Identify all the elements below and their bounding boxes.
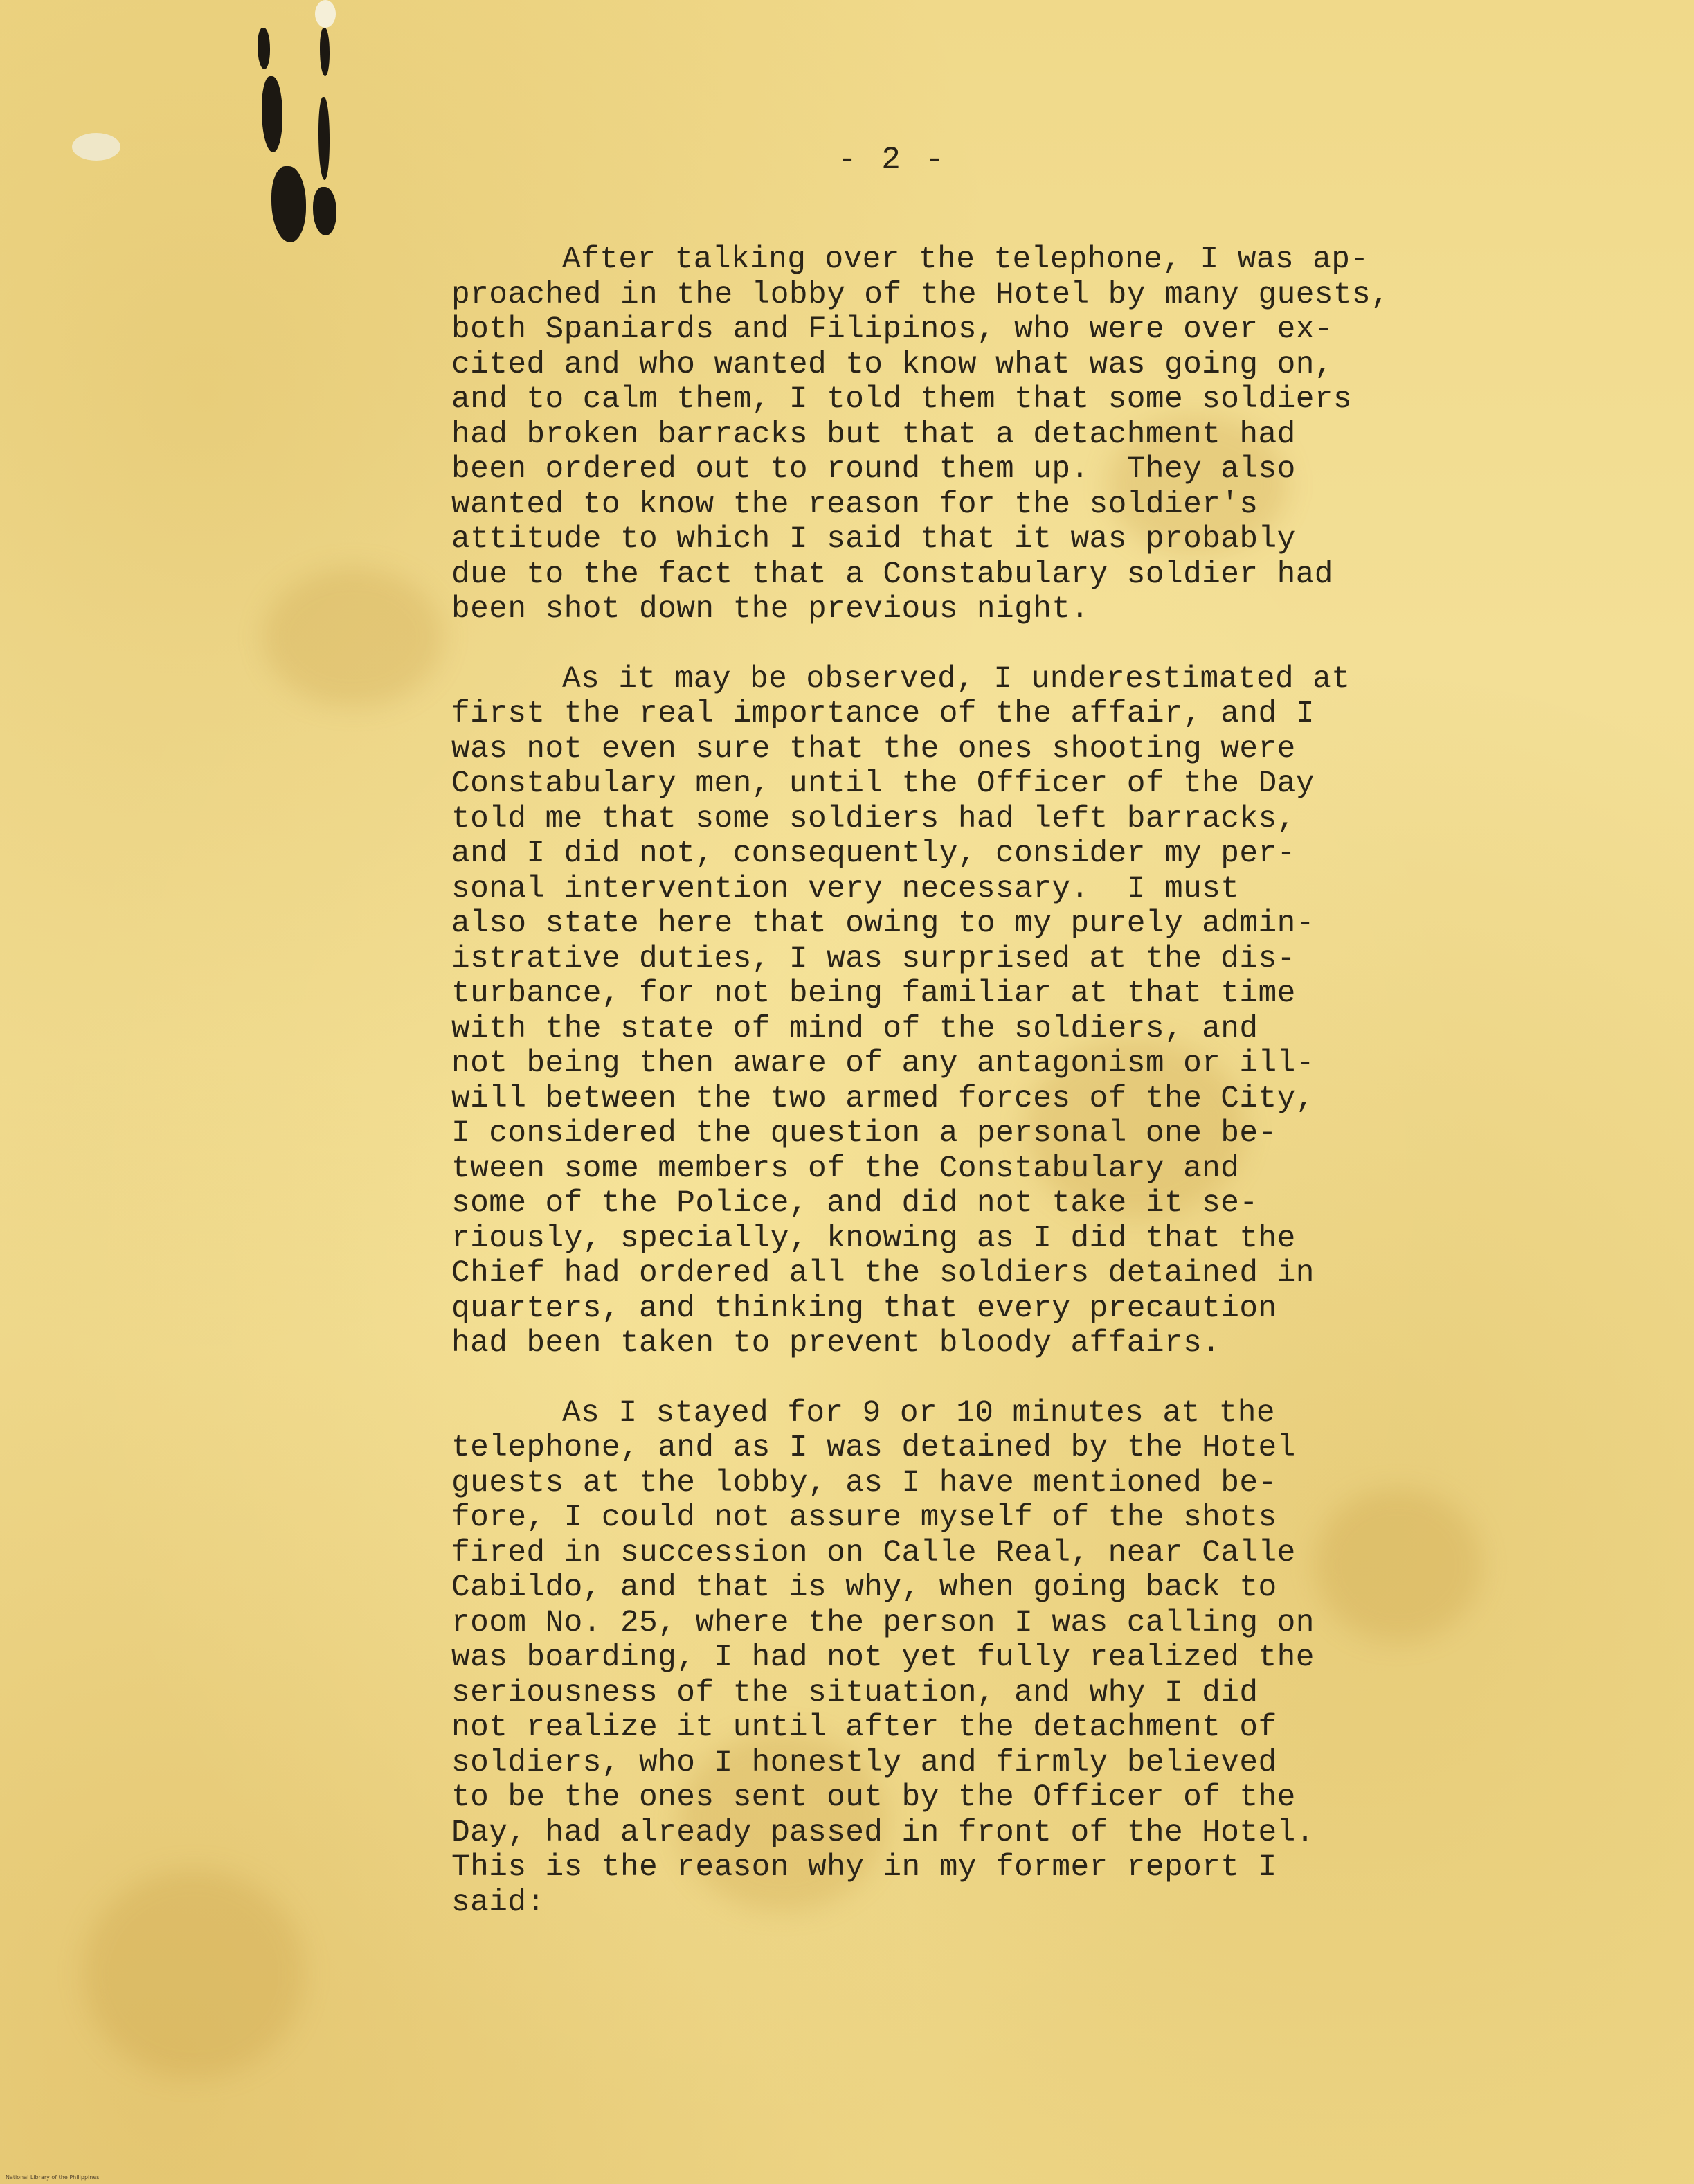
binding-ink-mark: [262, 76, 282, 152]
text-line: been ordered out to round them up. They also: [451, 452, 1296, 487]
binding-ink-mark: [271, 166, 306, 242]
text-line: to be the ones sent out by the Officer of the: [451, 1780, 1296, 1815]
text-line: guests at the lobby, as I have mentioned be-: [451, 1465, 1277, 1501]
text-line: and I did not, consequently, consider my per-: [451, 836, 1296, 871]
text-line: fore, I could not assure myself of the shots: [451, 1501, 1277, 1535]
text-line: been shot down the previous night.: [451, 592, 1090, 627]
text-line: also state here that owing to my purely admin-: [451, 906, 1315, 941]
binding-ink-mark: [258, 28, 270, 69]
text-line: Constabulary men, until the Officer of the Day: [451, 767, 1315, 801]
document-body: [451, 242, 1531, 1955]
paragraph: [451, 662, 1531, 1361]
binding-ink-mark: [318, 97, 330, 180]
text-line: tween some members of the Constabulary and: [451, 1151, 1240, 1186]
text-line: cited and who wanted to know what was going on,: [451, 347, 1333, 382]
text-line: will between the two armed forces of the City,: [451, 1081, 1315, 1116]
text-line: Day, had already passed in front of the Hotel.: [451, 1815, 1315, 1850]
text-line: istrative duties, I was surprised at the dis-: [451, 941, 1296, 976]
text-line: As it may be observed, I underestimated at: [562, 661, 1351, 697]
archive-footer: National Library of the Philippines: [6, 2174, 100, 2181]
text-line: told me that some soldiers had left barracks,: [451, 801, 1296, 836]
text-line: some of the Police, and did not take it se-: [451, 1186, 1259, 1221]
text-line: said:: [451, 1885, 546, 1920]
text-line: Cabildo, and that is why, when going back to: [451, 1570, 1277, 1605]
text-line: telephone, and as I was detained by the Hotel: [451, 1431, 1296, 1465]
text-line: soldiers, who I honestly and firmly believed: [451, 1745, 1277, 1780]
text-line: not being then aware of any antagonism or ill-: [451, 1046, 1315, 1081]
text-line: had broken barracks but that a detachment had: [451, 417, 1296, 452]
text-line: both Spaniards and Filipinos, who were over ex-: [451, 312, 1333, 347]
text-line: was boarding, I had not yet fully realized the: [451, 1640, 1315, 1675]
text-line: and to calm them, I told them that some soldiers: [451, 382, 1353, 417]
text-line: seriousness of the situation, and why I did: [451, 1675, 1259, 1710]
text-line: sonal intervention very necessary. I must: [451, 871, 1240, 906]
binding-ink-mark: [313, 187, 336, 235]
text-line: attitude to which I said that it was probably: [451, 522, 1296, 557]
text-line: due to the fact that a Constabulary soldier had: [451, 557, 1333, 592]
paper-tear: [72, 133, 120, 161]
text-line: wanted to know the reason for the soldier's: [451, 487, 1259, 522]
text-line: not realize it until after the detachment of: [451, 1710, 1277, 1745]
paper-stain: [263, 568, 443, 706]
text-line: proached in the lobby of the Hotel by many guests,: [451, 277, 1390, 312]
text-line: with the state of mind of the soldiers, and: [451, 1011, 1259, 1046]
paper-tear: [315, 0, 336, 28]
binding-ink-mark: [320, 28, 330, 76]
paragraph: [451, 1396, 1531, 1921]
text-line: riously, specially, knowing as I did that the: [451, 1221, 1296, 1256]
page-number: - 2 -: [838, 142, 948, 178]
text-line: As I stayed for 9 or 10 minutes at the: [562, 1395, 1275, 1431]
text-line: was not even sure that the ones shooting were: [451, 731, 1296, 767]
text-line: had been taken to prevent bloody affairs.: [451, 1326, 1221, 1361]
text-line: quarters, and thinking that every precaution: [451, 1291, 1277, 1326]
text-line: Chief had ordered all the soldiers detained in: [451, 1256, 1315, 1291]
text-line: room No. 25, where the person I was calling on: [451, 1605, 1315, 1640]
text-line: This is the reason why in my former report I: [451, 1850, 1277, 1885]
text-line: After talking over the telephone, I was ap-: [562, 242, 1369, 277]
text-line: first the real importance of the affair, and I: [451, 697, 1315, 731]
text-line: I considered the question a personal one be-: [451, 1116, 1277, 1151]
text-line: turbance, for not being familiar at that time: [451, 976, 1296, 1011]
paragraph: [451, 242, 1531, 627]
text-line: fired in succession on Calle Real, near Calle: [451, 1535, 1296, 1570]
paper-stain: [83, 1870, 305, 2077]
